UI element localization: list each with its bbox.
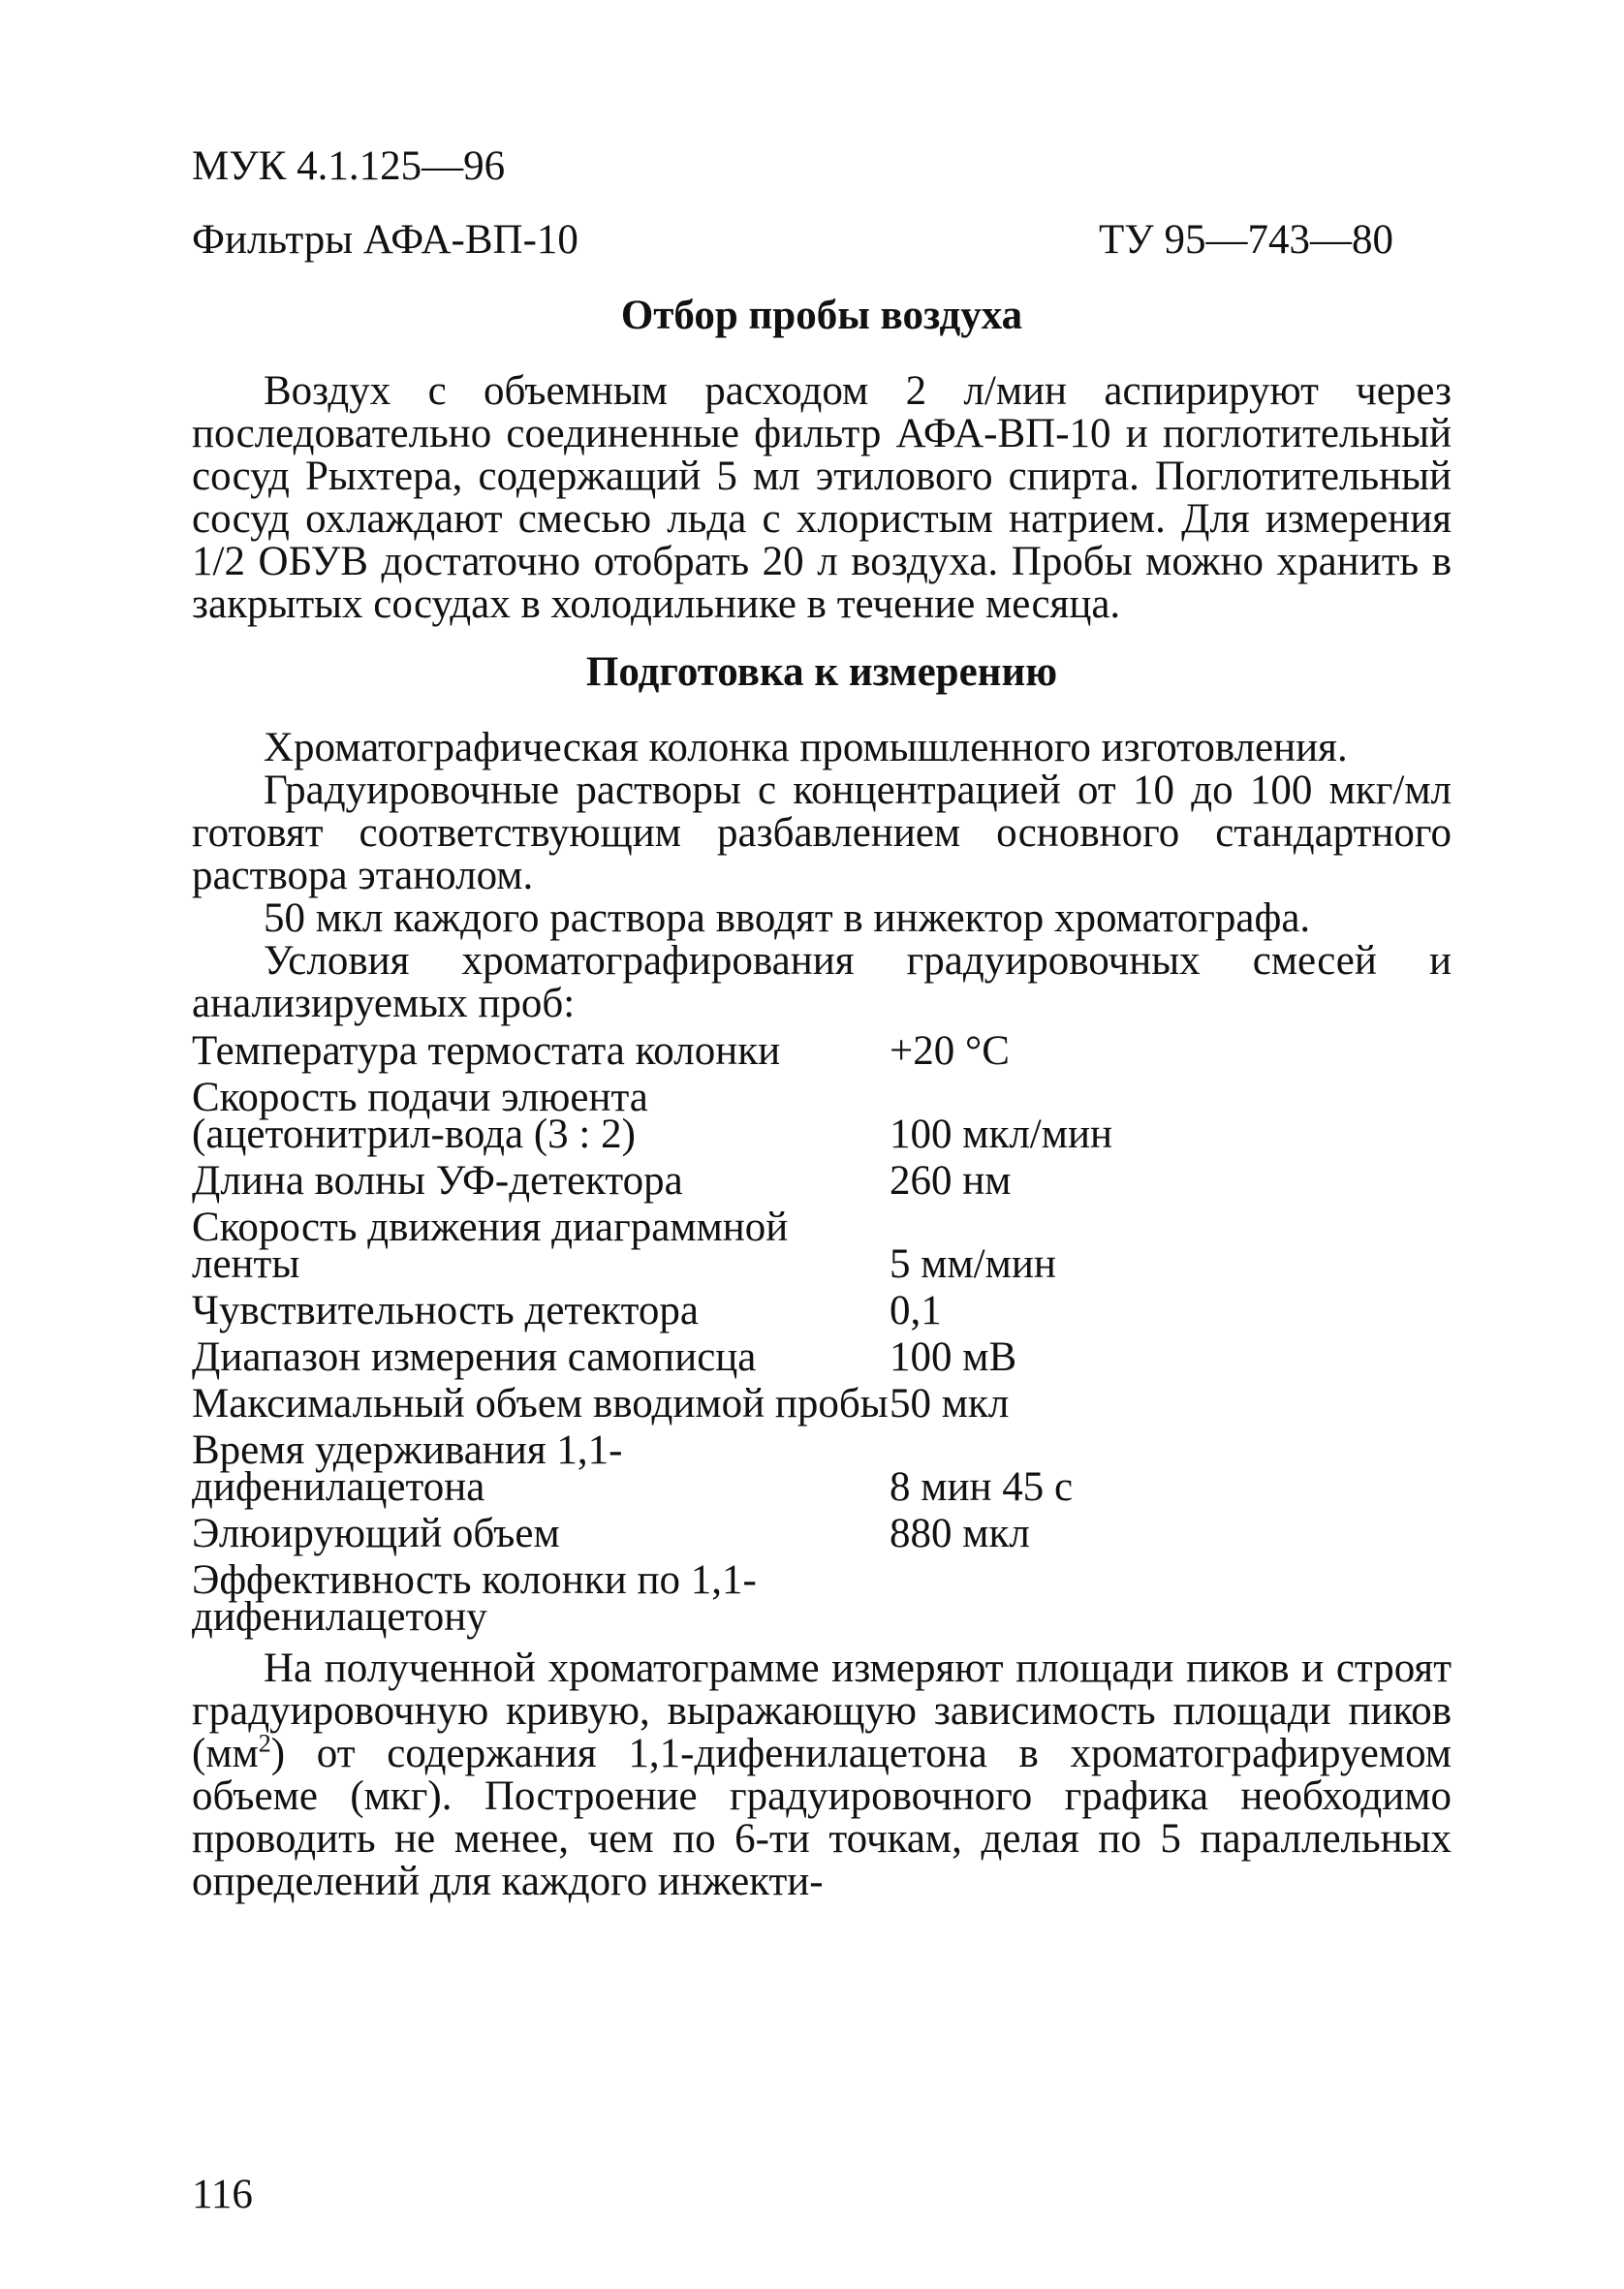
conditions-intro-paragraph: Условия хроматографирования градуировочных смесей и анализируемых проб: — [192, 938, 1452, 1026]
superscript-exponent: 2 — [258, 1729, 271, 1758]
param-row — [192, 1288, 1452, 1333]
param-row — [192, 1381, 1452, 1427]
calibration-text-end: ) от содержания 1,1-дифенилацетона в хроматографируемом объеме (мкг). Построение градуировочного графика необходимо проводить не менее, чем по 6-ти точкам, делая по 5 параллельных определений для каждого инжекти- — [192, 1731, 1452, 1904]
param-value: 880 мкл — [890, 1511, 1030, 1556]
sampling-paragraph: Воздух с объемным расходом 2 л/мин аспирируют через последовательно соединенные фильтр АФА-ВП-10 и поглотительный сосуд Рыхтера, содержащий 5 мл этилового спирта. Поглотительный сосуд охлаждают смесью льда с хлористым натрием. Для измерения 1/2 ОБУВ достаточно отобрать 20 л воздуха. Пробы можно хранить в закрытых сосудах в холодильнике в течение месяца. — [192, 368, 1452, 627]
section-title-sampling: Отбор пробы воздуха — [620, 293, 1023, 338]
param-value: 100 мВ — [890, 1334, 1017, 1380]
param-name: Максимальный объем вводимой пробы — [192, 1381, 889, 1427]
param-name: Диапазон измерения самописца — [192, 1334, 757, 1380]
param-value: +20 °С — [890, 1028, 1010, 1074]
param-name: Скорость движения диаграммной ленты — [192, 1205, 789, 1287]
chromatography-conditions-list — [192, 1028, 1452, 1640]
calibration-curve-paragraph — [192, 1647, 1452, 1903]
document-code: МУК 4.1.125—96 — [192, 143, 506, 189]
spec-number: ТУ 95—743—80 — [1099, 217, 1393, 263]
calibration-text-start: На полученной хроматограмме измеряют площади пиков и строят градуировочную кривую, выражающую зависимость площади пиков (мм — [192, 1646, 1452, 1776]
filter-name: Фильтры АФА-ВП-10 — [192, 217, 578, 263]
param-value: 260 нм — [890, 1158, 1012, 1204]
param-name: Чувствительность детектора — [192, 1288, 699, 1333]
param-value: 5 мм/мин — [890, 1241, 1056, 1287]
document-page — [192, 145, 1452, 1903]
param-value: 50 мкл — [890, 1381, 1010, 1427]
param-row — [192, 1075, 1452, 1157]
param-name: Длина волны УФ-детектора — [192, 1158, 683, 1204]
param-row — [192, 1427, 1452, 1510]
param-row — [192, 1205, 1452, 1287]
param-name: Температура термостата колонки — [192, 1028, 781, 1074]
calibration-solutions-paragraph: Градуировочные растворы с концентрацией от 10 до 100 мкг/мл готовят соответствующим разбавлением основного стандартного раствора этанолом. — [192, 768, 1452, 898]
param-row — [192, 1158, 1452, 1204]
param-row — [192, 1511, 1452, 1556]
param-name: Элюирующий объем — [192, 1511, 560, 1556]
param-row — [192, 1557, 1452, 1640]
column-paragraph: Хроматографическая колонка промышленного изготовления. — [264, 725, 1348, 770]
param-row — [192, 1028, 1452, 1074]
param-name: Скорость подачи элюента (ацетонитрил-вода (3 : 2) — [192, 1075, 648, 1157]
param-name: Время удерживания 1,1-дифенилацетона — [192, 1427, 623, 1510]
param-value: 100 мкл/мин — [890, 1112, 1112, 1157]
param-row — [192, 1334, 1452, 1380]
section-title-preparation: Подготовка к измерению — [585, 649, 1058, 695]
header-row — [192, 219, 1393, 295]
page-number: 116 — [192, 2172, 253, 2217]
param-value: 8 мин 45 с — [890, 1464, 1074, 1510]
param-name: Эффективность колонки по 1,1-дифенилацетону — [192, 1557, 757, 1640]
injection-paragraph: 50 мкл каждого раствора вводят в инжектор хроматографа. — [264, 895, 1311, 941]
param-value: 0,1 — [890, 1288, 942, 1333]
